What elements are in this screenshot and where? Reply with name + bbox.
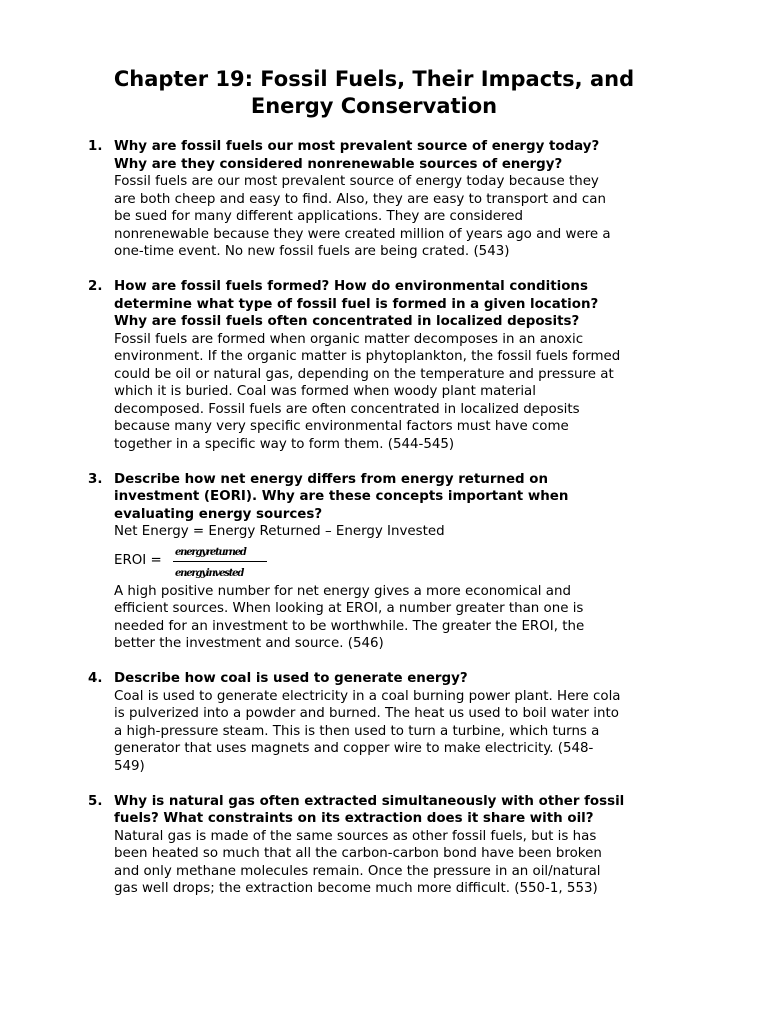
- answer-line: environment. If the organic matter is phytoplankton, the fossil fuels formed: [114, 349, 621, 364]
- question-line: determine what type of fossil fuel is formed in a given location?: [114, 296, 599, 312]
- answer-line: one-time event. No new fossil fuels are being crated. (543): [114, 244, 510, 259]
- question-item-3: [88, 471, 688, 653]
- question-number: 5.: [88, 793, 103, 809]
- question-text: [114, 138, 688, 173]
- question-item-1: [88, 138, 688, 261]
- answer-line: decomposed. Fossil fuels are often concentrated in localized deposits: [114, 401, 580, 417]
- question-text: [114, 793, 688, 828]
- question-line: Describe how net energy differs from energy returned on: [114, 471, 549, 487]
- eroi-denominator: energyinvested: [175, 567, 244, 579]
- question-line: Why are they considered nonrenewable sources of energy?: [114, 156, 563, 172]
- eroi-numerator: energyreturned: [175, 546, 246, 558]
- answer-line: a high-pressure steam. This is then used to turn a turbine, which turns a: [114, 723, 600, 739]
- answer-text: [114, 331, 688, 454]
- answer-line: Fossil fuels are our most prevalent source of energy today because they: [114, 174, 599, 189]
- answer-line: and only methane molecules remain. Once the pressure in an oil/natural: [114, 863, 601, 879]
- question-list: [88, 138, 688, 898]
- title-line-1: Chapter 19: Fossil Fuels, Their Impacts, and: [113, 67, 635, 91]
- question-line: fuels? What constraints on its extraction does it share with oil?: [114, 811, 594, 826]
- answer-line: together in a specific way to form them. (544-545): [114, 436, 455, 452]
- answer-text: [114, 173, 688, 261]
- answer-line: efficient sources. When looking at EROI, a number greater than one is: [114, 601, 584, 616]
- chapter-title: [60, 66, 688, 120]
- answer-line: Natural gas is made of the same sources as other fossil fuels, but is has: [114, 828, 597, 844]
- question-line: investment (EORI). Why are these concepts important when: [114, 489, 569, 504]
- eroi-fraction: [173, 541, 267, 581]
- answer-text: [114, 828, 688, 898]
- question-item-4: [88, 670, 688, 775]
- question-item-2: [88, 278, 688, 453]
- answer-line: Coal is used to generate electricity in a coal burning power plant. Here cola: [114, 688, 621, 704]
- answer-line: because many very specific environmental factors must have come: [114, 419, 569, 434]
- question-line: evaluating energy sources?: [114, 506, 323, 522]
- net-energy-formula: Net Energy = Energy Returned – Energy Invested: [114, 524, 445, 539]
- answer-line: are both cheep and easy to find. Also, they are easy to transport and can: [114, 191, 606, 207]
- answer-line: be sued for many different applications. They are considered: [114, 209, 523, 224]
- answer-line: gas well drops; the extraction become much more difficult. (550-1, 553): [114, 881, 598, 896]
- answer-line: is pulverized into a powder and burned. The heat us used to boil water into: [114, 706, 619, 721]
- question-number: 3.: [88, 471, 103, 487]
- title-line-2: Energy Conservation: [250, 94, 498, 118]
- question-text: [114, 278, 688, 331]
- answer-line: which it is buried. Coal was formed when woody plant material: [114, 384, 536, 399]
- answer-text: [114, 523, 688, 653]
- eroi-label: EROI =: [114, 552, 162, 568]
- answer-line: generator that uses magnets and copper wire to make electricity. (548-: [114, 741, 594, 756]
- fraction-bar: [173, 561, 267, 562]
- question-text: [114, 670, 688, 688]
- question-line: Why are fossil fuels often concentrated in localized deposits?: [114, 314, 580, 329]
- question-text: [114, 471, 688, 524]
- answer-line: needed for an investment to be worthwhile. The greater the EROI, the: [114, 618, 585, 634]
- answer-line: Fossil fuels are formed when organic matter decomposes in an anoxic: [114, 331, 584, 347]
- question-number: 2.: [88, 279, 103, 294]
- answer-line: A high positive number for net energy gives a more economical and: [114, 583, 571, 599]
- question-number: 4.: [88, 671, 103, 686]
- answer-line: nonrenewable because they were created million of years ago and were a: [114, 226, 611, 242]
- eroi-formula: [114, 541, 688, 583]
- question-line: Why is natural gas often extracted simultaneously with other fossil: [114, 793, 625, 809]
- answer-line: 549): [114, 758, 145, 774]
- answer-line: could be oil or natural gas, depending on the temperature and pressure at: [114, 366, 614, 382]
- answer-line: been heated so much that all the carbon-carbon bond have been broken: [114, 846, 602, 861]
- question-number: 1.: [88, 139, 103, 154]
- question-item-5: [88, 793, 688, 898]
- answer-line: better the investment and source. (546): [114, 636, 384, 651]
- question-line: Why are fossil fuels our most prevalent source of energy today?: [114, 139, 600, 154]
- answer-text: [114, 688, 688, 776]
- question-line: How are fossil fuels formed? How do environmental conditions: [114, 279, 588, 294]
- question-line: Describe how coal is used to generate energy?: [114, 671, 468, 686]
